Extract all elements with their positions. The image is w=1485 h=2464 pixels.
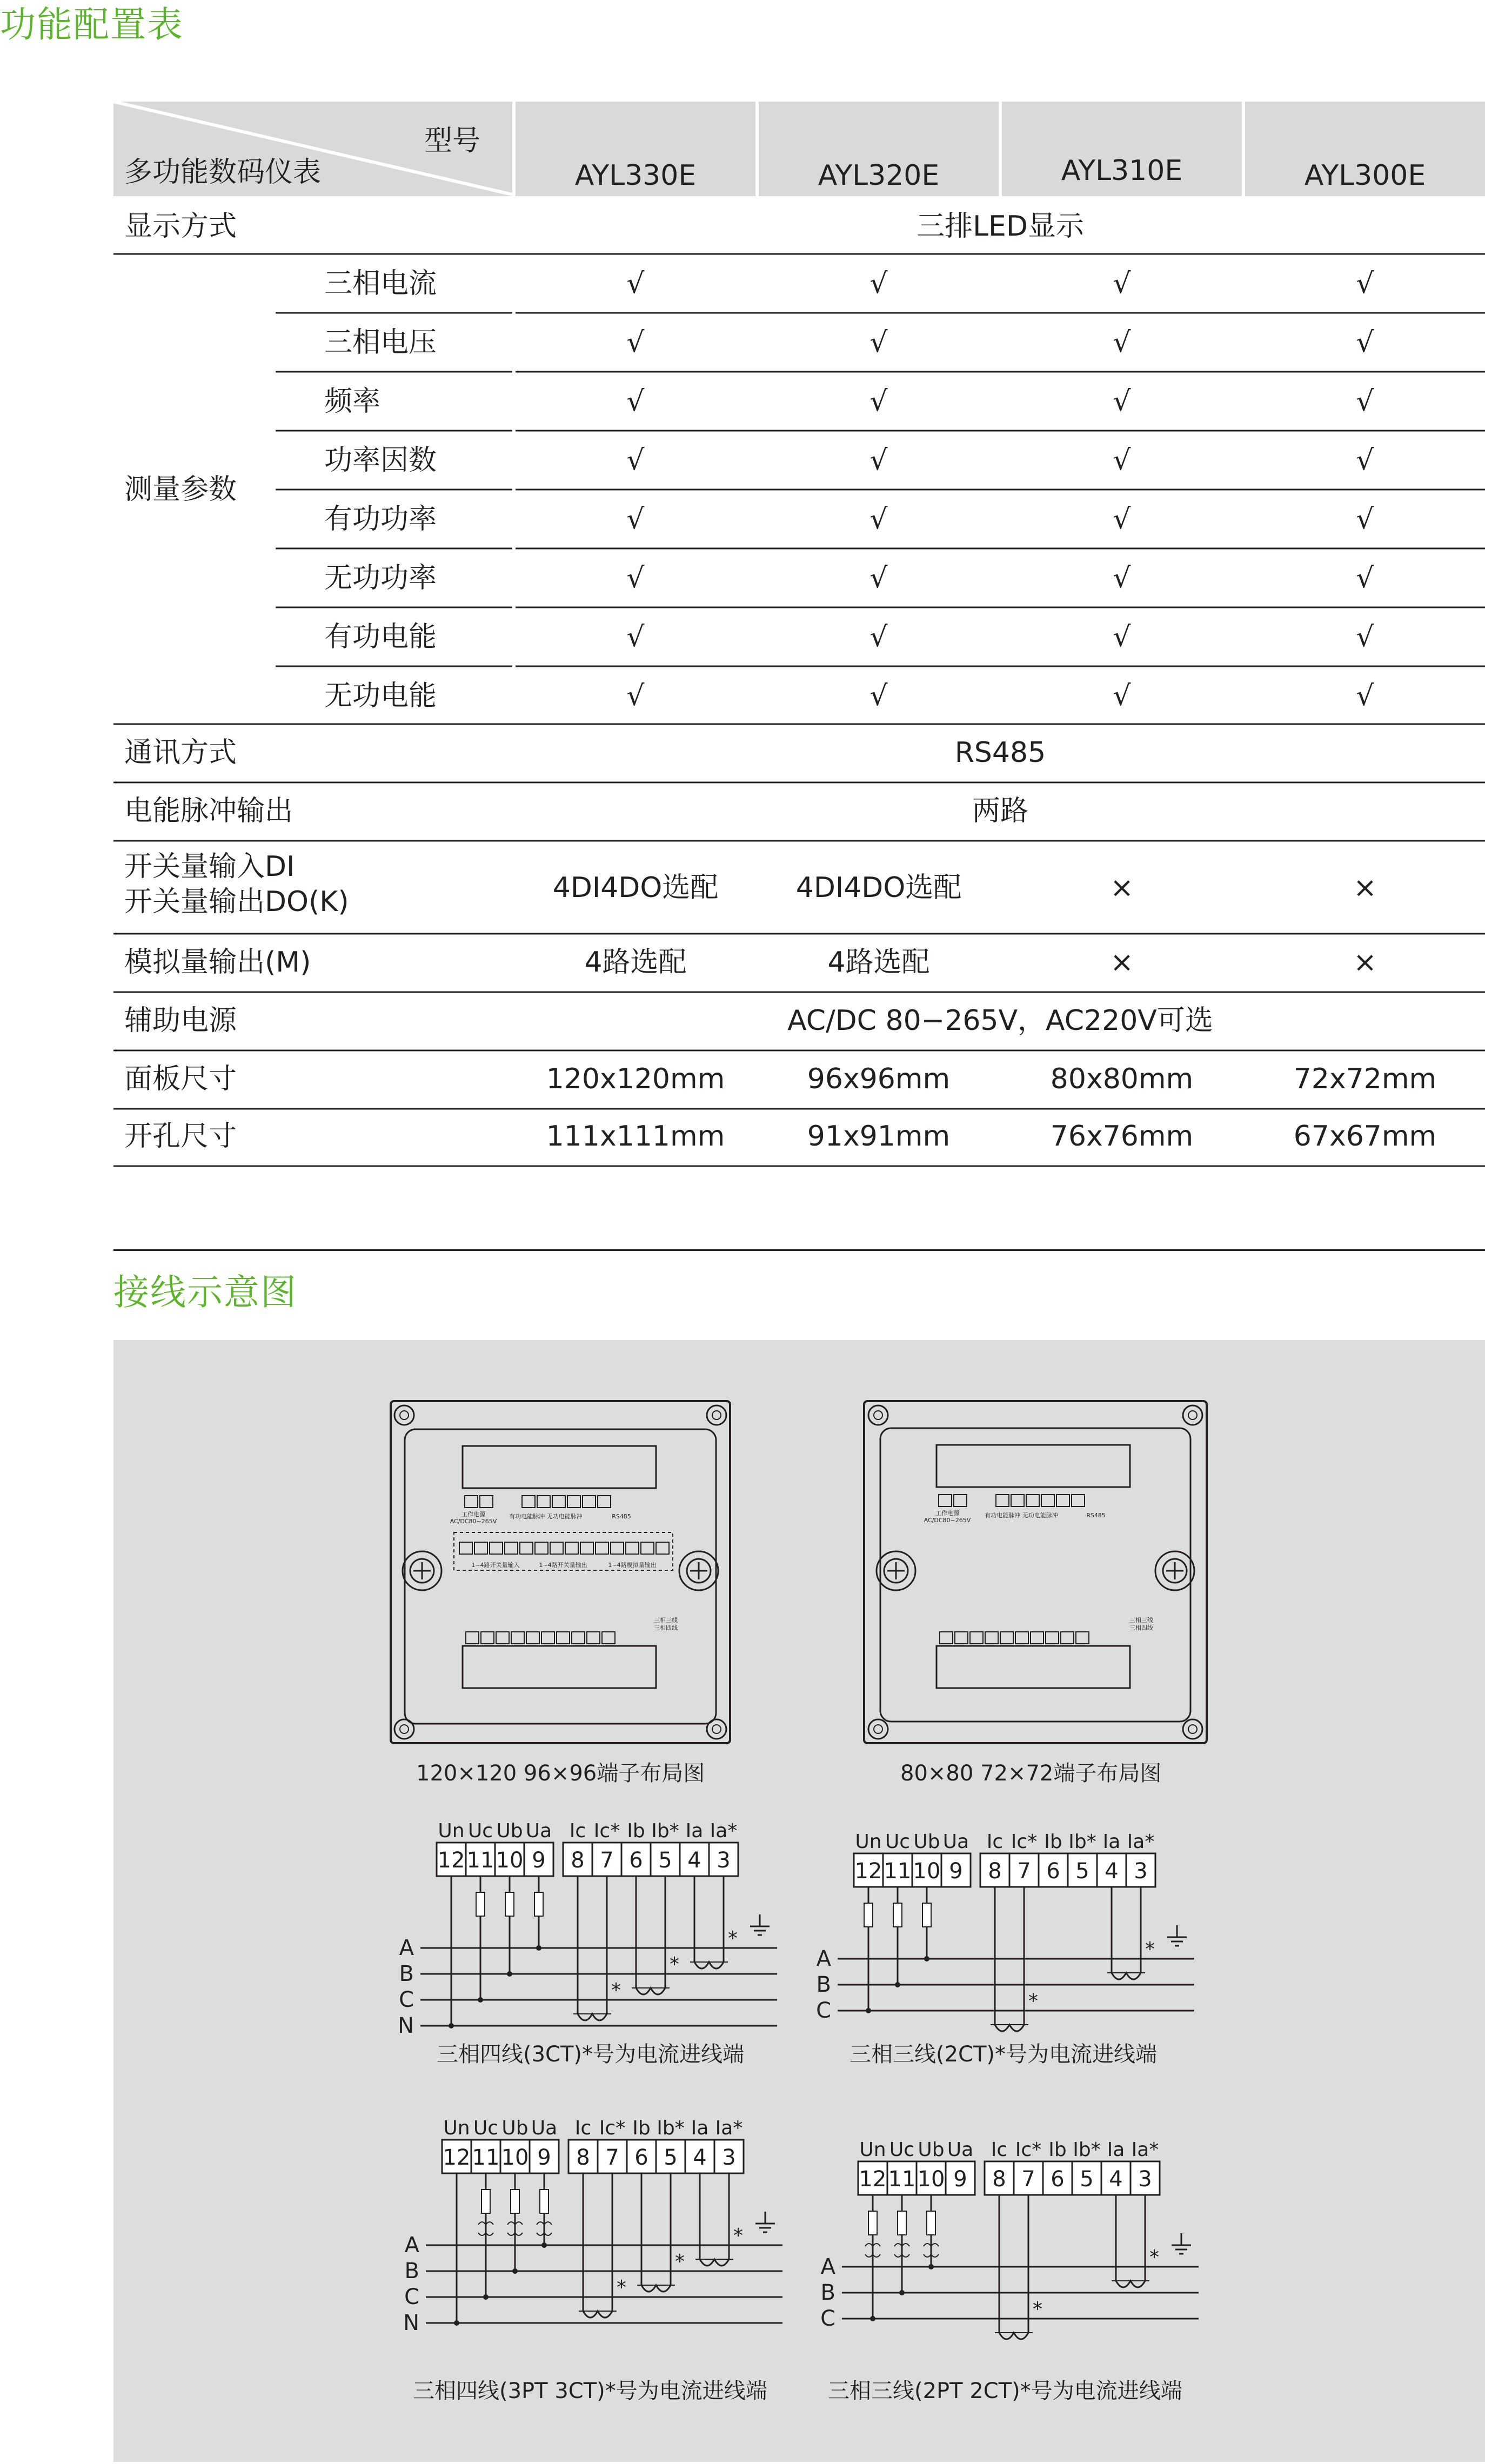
current-terminal-label: Ib* <box>651 1820 679 1842</box>
current-terminal-label: Ia* <box>715 2117 743 2139</box>
model-name: AYL300E <box>1304 159 1426 192</box>
terminal-number: 6 <box>1051 2167 1065 2192</box>
check-mark: √ <box>1356 562 1374 594</box>
ct-polarity-star: * <box>611 1979 621 2001</box>
ct-coil-icon <box>578 2014 607 2020</box>
terminal-number: 9 <box>949 1859 963 1884</box>
phase-line-label: A <box>820 2254 835 2279</box>
row-label-analog: 模拟量输出(M) <box>124 946 311 979</box>
ct-polarity-star: * <box>670 1953 679 1976</box>
rs485-label: RS485 <box>612 1513 631 1520</box>
meter-layout-small <box>864 1401 1207 1743</box>
pulse-label: 有功电能脉冲 无功电能脉冲 <box>985 1512 1058 1519</box>
row-label-comm: 通讯方式 <box>124 736 237 769</box>
ao-label: 1~4路模拟量输出 <box>608 1562 657 1569</box>
voltage-terminal-label: Ub <box>501 2117 529 2139</box>
header-corner-bottom: 多功能数码仪表 <box>124 156 322 189</box>
ct-coil-icon <box>1116 2281 1145 2287</box>
check-mark: √ <box>626 621 645 653</box>
terminal-number: 4 <box>1109 2167 1123 2192</box>
check-mark: √ <box>1113 326 1131 359</box>
panel-size-value: 72x72mm <box>1293 1063 1437 1095</box>
voltage-terminal-label: Un <box>438 1820 465 1842</box>
terminal-number: 5 <box>664 2145 678 2170</box>
voltage-terminal-label: Uc <box>467 1820 493 1842</box>
voltage-terminal-label: Un <box>855 1831 882 1853</box>
fuse-icon <box>534 1892 543 1916</box>
wiring-caption-3: 三相四线(3PT 3CT)*号为电流进线端 <box>413 2379 767 2403</box>
ct-coil-icon <box>995 2025 1024 2031</box>
rs485-label: RS485 <box>1086 1512 1106 1519</box>
measure-item-label: 频率 <box>324 385 381 418</box>
terminal-number: 3 <box>717 1848 731 1873</box>
current-terminal-label: Ic* <box>1011 1831 1038 1853</box>
power-range-label: AC/DC80~265V <box>450 1518 497 1525</box>
current-terminal-label: Ic <box>986 1831 1004 1853</box>
panel-size-value: 96x96mm <box>807 1063 951 1095</box>
terminal-number: 7 <box>1021 2167 1035 2192</box>
switch-value: × <box>1110 872 1134 904</box>
terminal-number: 7 <box>600 1848 614 1873</box>
check-mark: √ <box>869 444 888 477</box>
check-mark: √ <box>1113 680 1131 712</box>
fuse-icon <box>898 2211 906 2235</box>
check-mark: √ <box>869 562 888 594</box>
model-name: AYL310E <box>1061 155 1183 187</box>
voltage-terminal-label: Ua <box>947 2139 974 2161</box>
terminal-number: 10 <box>501 2145 529 2170</box>
terminal-number: 4 <box>1105 1859 1119 1884</box>
analog-value: 4路选配 <box>827 946 930 979</box>
terminal-number: 3 <box>722 2145 736 2170</box>
terminal-number: 10 <box>913 1859 941 1884</box>
junction-dot <box>899 2290 905 2295</box>
junction-dot <box>483 2294 489 2300</box>
pulse-value: 两路 <box>972 795 1029 827</box>
row-label-display: 显示方式 <box>124 210 237 243</box>
junction-dot <box>870 2316 875 2321</box>
wiring-caption-2: 三相三线(2CT)*号为电流进线端 <box>849 2042 1158 2067</box>
section-divider <box>113 1249 1485 1251</box>
cutout-size-value: 91x91mm <box>807 1120 951 1153</box>
measure-item-label: 有功功率 <box>324 503 437 535</box>
junction-dot <box>454 2320 459 2326</box>
check-mark: √ <box>1113 267 1131 300</box>
ct-polarity-star: * <box>1149 2246 1159 2268</box>
panel-size-value: 120x120mm <box>546 1063 725 1095</box>
measure-item-label: 三相电压 <box>324 326 437 359</box>
ct-coil-icon <box>694 1962 724 1968</box>
terminal-number: 11 <box>466 1848 494 1873</box>
current-terminal-label: Ic <box>574 2117 592 2139</box>
check-mark: √ <box>1113 444 1131 477</box>
voltage-terminal-label: Ub <box>913 1831 940 1853</box>
check-mark: √ <box>1356 621 1374 653</box>
current-terminal-label: Ia <box>1102 1831 1121 1853</box>
check-mark: √ <box>1356 326 1374 359</box>
phase-line-label: A <box>404 2233 419 2258</box>
terminal-number: 11 <box>888 2167 916 2192</box>
comm-value: RS485 <box>954 736 1046 769</box>
power-label: 工作电源 <box>935 1510 959 1517</box>
voltage-terminal-label: Uc <box>473 2117 499 2139</box>
ct-polarity-star: * <box>733 2225 743 2247</box>
terminal-number: 5 <box>658 1848 672 1873</box>
measure-item-label: 有功电能 <box>324 621 437 653</box>
ct-coil-icon <box>700 2259 729 2266</box>
check-mark: √ <box>1356 680 1374 712</box>
check-mark: √ <box>869 267 888 300</box>
voltage-terminal-label: Ua <box>531 2117 558 2139</box>
ct-polarity-star: * <box>1028 1990 1038 2012</box>
fuse-icon <box>922 1903 931 1927</box>
wiring-diagram-3p3w-2pt2ct <box>820 2139 1199 2339</box>
voltage-terminal-label: Uc <box>889 2139 915 2161</box>
page-title-wiring: 接线示意图 <box>113 1271 297 1313</box>
check-mark: √ <box>869 621 888 653</box>
terminal-number: 7 <box>605 2145 619 2170</box>
pulse-label: 有功电能脉冲 无功电能脉冲 <box>509 1513 583 1520</box>
wiring-diagram-3p4w-3pt3ct <box>403 2117 782 2335</box>
do-label: 1~4路开关量输出 <box>539 1562 587 1569</box>
header-corner-top: 型号 <box>424 125 481 157</box>
terminal-number: 10 <box>917 2167 945 2192</box>
power-label: 工作电源 <box>461 1511 485 1518</box>
phase-line-label: C <box>404 2285 419 2309</box>
current-terminal-label: Ia* <box>710 1820 738 1842</box>
phase-line-label: N <box>398 2013 414 2038</box>
check-mark: √ <box>1113 621 1131 653</box>
ct-coil-icon <box>636 1988 665 1994</box>
power-range-label: AC/DC80~265V <box>924 1517 971 1524</box>
current-terminal-label: Ib* <box>1068 1831 1096 1853</box>
row-label-aux-power: 辅助电源 <box>124 1005 237 1037</box>
analog-value: × <box>1110 946 1134 979</box>
terminal-number: 6 <box>1046 1859 1060 1884</box>
junction-dot <box>478 1997 483 2003</box>
phase-line-label: A <box>816 1946 831 1971</box>
terminal-number: 12 <box>859 2167 887 2192</box>
aux-power-value: AC/DC 80−265V，AC220V可选 <box>787 1005 1213 1037</box>
ct-polarity-star: * <box>1033 2298 1042 2320</box>
display-value: 三排LED显示 <box>917 210 1084 243</box>
three-phase-3-label: 三相三线 <box>1129 1617 1153 1624</box>
switch-value: 4DI4DO选配 <box>795 872 962 904</box>
terminal-number: 3 <box>1134 1859 1148 1884</box>
current-terminal-label: Ia <box>1107 2139 1125 2161</box>
switch-value: × <box>1353 872 1377 904</box>
layout-large-caption: 120×120 96×96端子布局图 <box>416 1761 705 1786</box>
terminal-number: 4 <box>687 1848 701 1873</box>
current-terminal-label: Ib <box>1048 2139 1067 2161</box>
row-label-switch-out: 开关量输出DO(K) <box>124 886 349 918</box>
fuse-icon <box>511 2190 519 2213</box>
wiring-diagram-3p4w-3ct <box>398 1820 777 2038</box>
analog-value: × <box>1353 946 1377 979</box>
terminal-number: 9 <box>537 2145 551 2170</box>
three-phase-4-label: 三相四线 <box>654 1624 678 1631</box>
check-mark: √ <box>626 385 645 418</box>
wiring-caption-4: 三相三线(2PT 2CT)*号为电流进线端 <box>828 2379 1182 2403</box>
measure-item-label: 三相电流 <box>324 267 437 300</box>
current-terminal-label: Ic* <box>593 1820 620 1842</box>
row-label-cutout-size: 开孔尺寸 <box>124 1120 237 1153</box>
check-mark: √ <box>1356 503 1374 535</box>
ct-coil-icon <box>1112 1973 1141 1979</box>
row-label-panel-size: 面板尺寸 <box>124 1063 237 1095</box>
cutout-size-value: 67x67mm <box>1293 1120 1437 1153</box>
ct-polarity-star: * <box>675 2251 685 2273</box>
check-mark: √ <box>1113 385 1131 418</box>
check-mark: √ <box>1356 267 1374 300</box>
check-mark: √ <box>1356 444 1374 477</box>
junction-dot <box>895 1982 900 1987</box>
page-title-function-table: 功能配置表 <box>0 4 184 45</box>
panel-size-value: 80x80mm <box>1050 1063 1194 1095</box>
three-phase-3-label: 三相三线 <box>654 1617 678 1624</box>
junction-dot <box>512 2268 518 2274</box>
phase-line-label: C <box>816 1998 831 2023</box>
current-terminal-label: Ic* <box>1015 2139 1042 2161</box>
measure-item-label: 无功电能 <box>324 680 437 712</box>
analog-value: 4路选配 <box>584 946 687 979</box>
check-mark: √ <box>869 385 888 418</box>
terminal-number: 9 <box>532 1848 546 1873</box>
three-phase-4-label: 三相四线 <box>1129 1624 1153 1631</box>
ct-coil-icon <box>641 2285 671 2292</box>
check-mark: √ <box>626 326 645 359</box>
terminal-number: 6 <box>634 2145 648 2170</box>
terminal-number: 8 <box>992 2167 1006 2192</box>
terminal-number: 9 <box>953 2167 967 2192</box>
voltage-terminal-label: Ua <box>525 1820 552 1842</box>
current-terminal-label: Ia* <box>1127 1831 1155 1853</box>
phase-line-label: C <box>399 1987 414 2012</box>
check-mark: √ <box>626 680 645 712</box>
phase-line-label: B <box>816 1972 831 1997</box>
current-terminal-label: Ib <box>1044 1831 1062 1853</box>
terminal-number: 11 <box>884 1859 912 1884</box>
row-label-measure: 测量参数 <box>124 473 237 506</box>
measure-item-label: 无功功率 <box>324 562 437 594</box>
terminal-number: 7 <box>1017 1859 1031 1884</box>
terminal-number: 11 <box>472 2145 500 2170</box>
model-name: AYL330E <box>574 159 697 192</box>
voltage-terminal-label: Ub <box>496 1820 523 1842</box>
check-mark: √ <box>869 680 888 712</box>
check-mark: √ <box>869 326 888 359</box>
junction-dot <box>866 2008 871 2013</box>
current-terminal-label: Ic <box>991 2139 1008 2161</box>
check-mark: √ <box>1113 503 1131 535</box>
terminal-number: 3 <box>1138 2167 1152 2192</box>
check-mark: √ <box>869 503 888 535</box>
di-label: 1~4路开关量输入 <box>471 1562 520 1569</box>
voltage-terminal-label: Un <box>443 2117 470 2139</box>
check-mark: √ <box>626 444 645 477</box>
voltage-terminal-label: Ua <box>942 1831 969 1853</box>
meter-layout-large <box>391 1401 730 1743</box>
phase-line-label: N <box>403 2311 419 2335</box>
current-terminal-label: Ia* <box>1131 2139 1159 2161</box>
ct-polarity-star: * <box>728 1927 738 1950</box>
current-terminal-label: Ic <box>569 1820 586 1842</box>
junction-dot <box>928 2264 934 2269</box>
ct-coil-icon <box>999 2333 1028 2339</box>
wiring-caption-1: 三相四线(3CT)*号为电流进线端 <box>437 2042 745 2067</box>
junction-dot <box>541 2242 547 2248</box>
fuse-icon <box>927 2211 935 2235</box>
phase-line-label: C <box>820 2306 835 2331</box>
phase-line-label: B <box>399 1961 414 1986</box>
fuse-icon <box>868 2211 877 2235</box>
junction-dot <box>536 1945 541 1951</box>
wiring-diagrams <box>113 1340 1485 2462</box>
phase-line-label: B <box>820 2280 835 2305</box>
switch-value: 4DI4DO选配 <box>552 872 719 904</box>
current-terminal-label: Ib* <box>1073 2139 1101 2161</box>
row-label-switch-in: 开关量输入DI <box>124 851 295 883</box>
phase-line-label: B <box>404 2259 419 2284</box>
measure-item-label: 功率因数 <box>324 444 437 477</box>
terminal-number: 8 <box>988 1859 1002 1884</box>
voltage-terminal-label: Ub <box>918 2139 945 2161</box>
junction-dot <box>449 2023 454 2028</box>
fuse-icon <box>893 1903 902 1927</box>
terminal-number: 8 <box>571 1848 585 1873</box>
current-terminal-label: Ib <box>632 2117 651 2139</box>
current-terminal-label: Ic* <box>599 2117 626 2139</box>
current-terminal-label: Ib* <box>657 2117 685 2139</box>
check-mark: √ <box>626 562 645 594</box>
terminal-number: 4 <box>693 2145 707 2170</box>
terminal-number: 12 <box>437 1848 465 1873</box>
current-terminal-label: Ib <box>627 1820 645 1842</box>
layout-small-caption: 80×80 72×72端子布局图 <box>900 1761 1162 1786</box>
phase-line-label: A <box>399 1936 414 1960</box>
terminal-number: 12 <box>854 1859 882 1884</box>
terminal-number: 8 <box>576 2145 590 2170</box>
wiring-diagram-panel <box>113 1340 1485 2462</box>
ct-polarity-star: * <box>1145 1938 1155 1960</box>
check-mark: √ <box>626 267 645 300</box>
ct-coil-icon <box>583 2311 612 2318</box>
fuse-icon <box>540 2190 548 2213</box>
terminal-number: 5 <box>1075 1859 1089 1884</box>
ct-polarity-star: * <box>617 2276 626 2299</box>
check-mark: √ <box>1113 562 1131 594</box>
cutout-size-value: 111x111mm <box>546 1120 725 1153</box>
model-name: AYL320E <box>818 159 940 192</box>
wiring-diagram-3p3w-2ct <box>816 1831 1194 2031</box>
voltage-terminal-label: Uc <box>885 1831 911 1853</box>
fuse-icon <box>505 1892 514 1916</box>
check-mark: √ <box>1356 385 1374 418</box>
junction-dot <box>507 1971 512 1977</box>
cutout-size-value: 76x76mm <box>1050 1120 1194 1153</box>
fuse-icon <box>476 1892 485 1916</box>
function-table <box>113 102 1485 1182</box>
fuse-icon <box>864 1903 873 1927</box>
check-mark: √ <box>626 503 645 535</box>
fuse-icon <box>481 2190 490 2213</box>
current-terminal-label: Ia <box>691 2117 709 2139</box>
current-terminal-label: Ia <box>685 1820 704 1842</box>
terminal-number: 5 <box>1080 2167 1094 2192</box>
junction-dot <box>924 1956 929 1961</box>
terminal-number: 6 <box>629 1848 643 1873</box>
row-label-pulse: 电能脉冲输出 <box>124 795 293 827</box>
voltage-terminal-label: Un <box>859 2139 886 2161</box>
terminal-number: 10 <box>496 1848 524 1873</box>
terminal-number: 12 <box>443 2145 471 2170</box>
